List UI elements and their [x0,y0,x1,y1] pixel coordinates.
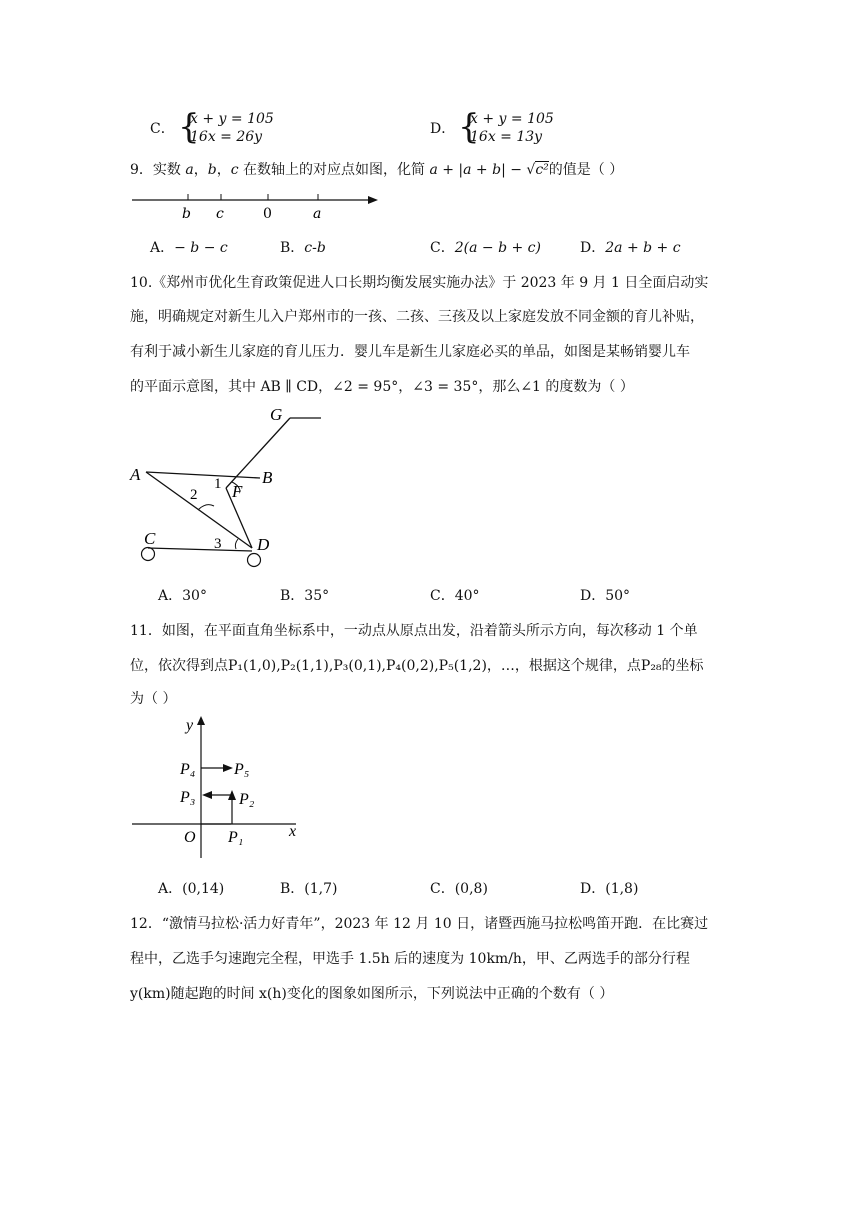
option-label: C． [430,881,455,897]
label-angle-1: 1 [214,476,222,492]
q8-option-c-label: C． [150,121,175,137]
label-p1: P₁ [228,829,244,846]
numberline-label-0: 0 [263,206,272,222]
q8-option-d-system [470,110,554,146]
q11-line-2: 位，依次得到点P₁(1,0),P₂(1,1),P₃(0,1),P₄(0,2),P₅(1,2)，…，根据这个规律，点P₂₈的坐标 [130,658,704,674]
q10-option-d[interactable] [580,585,630,605]
option-text: 2a + b + c [605,240,681,256]
q8-option-d-label: D． [430,121,456,137]
q9-sqrt-inner: c² [535,162,549,178]
q9-option-d[interactable] [580,237,681,257]
option-text: 35° [304,588,330,604]
brace-icon: { [458,107,480,147]
q12-line-2: 程中，乙选手匀速跑完全程，甲选手 1.5h 后的速度为 10km/h，甲、乙两选手的部分行程 [130,951,690,967]
q11-line-1: 11．如图，在平面直角坐标系中，一动点从原点出发，沿着箭头所示方向，每次移动 1 个单 [130,623,698,639]
axis-label-x: x [289,823,297,840]
arrow-right-icon [368,196,378,204]
label-g: G [270,405,283,424]
q10-line-2: 施，明确规定对新生儿入户郑州市的一孩、二孩、三孩及以上家庭发放不同金额的育儿补贴， [130,309,704,325]
q11-option-d[interactable] [580,878,638,898]
label-angle-3: 3 [214,536,222,552]
label-d: D [257,535,270,554]
option-text: c-b [304,240,326,256]
option-text: (0,8) [454,881,488,897]
brace-icon: { [178,107,200,147]
q9-option-a[interactable] [150,237,228,257]
q9-option-c[interactable] [430,237,541,257]
q9-stem-pre: 9．实数 [130,162,186,178]
var-c: c [230,162,239,178]
option-text: 50° [605,588,631,604]
q10-option-b[interactable] [280,585,329,605]
option-label: D． [580,881,606,897]
q8-option-d-eq1: x + y = 105 [470,111,554,127]
label-p3: P₃ [180,789,196,806]
label-angle-2: 2 [190,487,198,503]
option-label: A． [158,881,183,897]
wheel-icon [248,554,261,567]
option-label: A． [150,240,175,256]
option-text: (0,14) [182,881,225,897]
label-p4: P₄ [180,761,196,778]
label-origin: O [184,829,196,846]
option-text: 40° [454,588,480,604]
option-label: B． [280,588,305,604]
option-text: (1,7) [304,881,338,897]
var-a: a [185,162,194,178]
option-text: 30° [182,588,207,604]
q10-line-1: 10.《郑州市优化生育政策促进人口长期均衡发展实施办法》于 2023 年 9 月 1 日全面启动实 [130,275,709,291]
option-label: B． [280,881,305,897]
option-label: A． [158,588,183,604]
q9-stem-post: 的值是（ ） [548,162,624,178]
option-text: 2(a − b + c) [454,240,541,256]
option-label: C． [430,240,455,256]
arrow-right-icon [223,764,233,772]
q10-stroller-figure [128,402,338,574]
label-f: F [232,482,243,501]
option-text: − b − c [174,240,228,256]
q11-line-3: 为（ ） [130,691,177,707]
q12-line-1: 12．“激情马拉松·活力好青年”，2023 年 12 月 10 日，诸暨西施马拉松鸣笛开跑．在比赛过 [130,916,709,932]
option-label: D． [580,588,606,604]
option-label: C． [430,588,455,604]
option-text: (1,8) [605,881,639,897]
numberline-label-a: a [313,206,322,222]
q10-option-c[interactable] [430,585,480,605]
sqrt-icon: √ [526,162,536,178]
label-c: C [144,529,156,548]
q9-stem-mid: 在数轴上的对应点如图，化简 [238,162,430,178]
axis-label-y: y [186,717,194,734]
option-label: B． [280,240,305,256]
label-p2: P₂ [239,791,255,808]
numberline-label-c: c [216,206,224,222]
q8-option-d-eq2: 16x = 13y [470,129,543,145]
q9-option-b[interactable] [280,237,326,257]
q11-option-a[interactable] [158,878,224,898]
q8-option-c-system [190,110,274,146]
q9-stem: 9．实数 a，b，c 在数轴上的对应点如图，化简 a + |a + b| − √c²的值是（ ） [130,162,624,178]
q10-option-a[interactable] [158,585,207,605]
label-b: B [262,468,273,487]
option-label: D． [580,240,606,256]
numberline-label-b: b [182,206,191,222]
q8-option-c-eq2: 16x = 26y [190,129,263,145]
q8-option-c-eq1: x + y = 105 [190,111,274,127]
q11-option-c[interactable] [430,878,488,898]
arrow-left-icon [202,791,212,799]
label-a: A [130,465,141,484]
q10-line-3: 有利于减小新生儿家庭的育儿压力．婴儿车是新生儿家庭必买的单品，如图是某畅销婴儿车 [130,344,690,360]
var-b: b [207,162,217,178]
label-p5: P₅ [234,761,250,778]
arrow-up-icon [197,716,205,725]
q11-coordinate-figure [128,712,308,860]
q10-line-4: 的平面示意图，其中 AB ∥ CD，∠2 = 95°，∠3 = 35°，那么∠1 的度数为（ ） [130,379,634,395]
q9-expression: a + |a + b| − [429,162,527,178]
wheel-icon [142,548,155,561]
q9-number-line [128,188,388,224]
q11-option-b[interactable] [280,878,338,898]
q12-line-3: y(km)随起跑的时间 x(h)变化的图象如图所示，下列说法中正确的个数有（ ） [130,986,614,1002]
